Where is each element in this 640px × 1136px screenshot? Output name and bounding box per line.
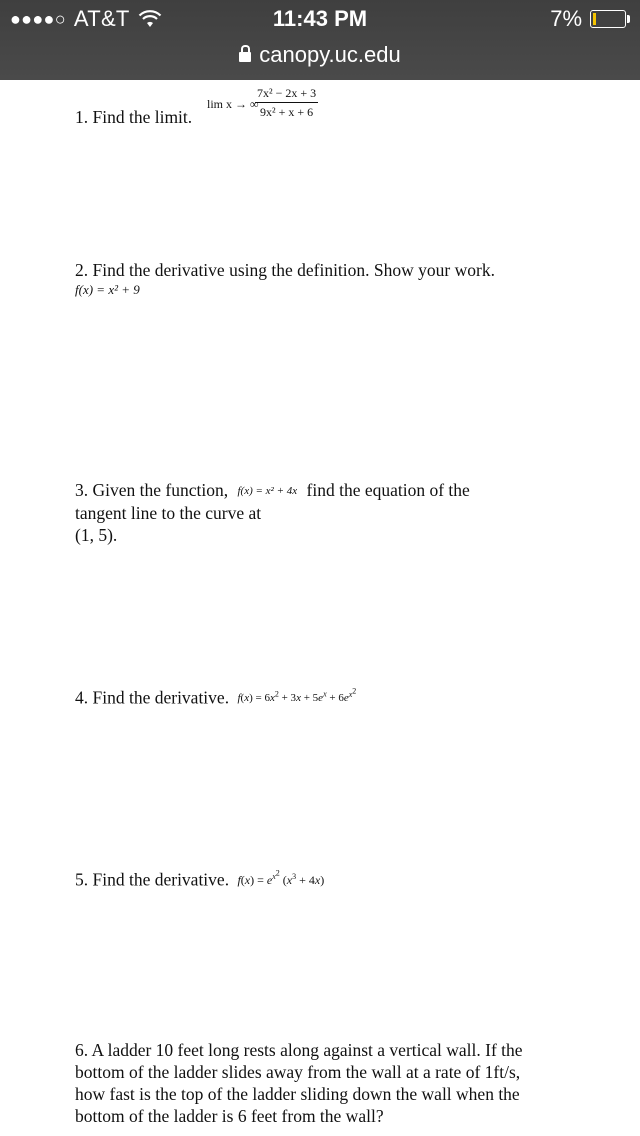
question-4-math: $f(x) = 6x^2 + 3x + 5e^x + 6e^{x^2}$ — [237, 686, 357, 705]
question-3-line3: (1, 5). — [75, 525, 118, 545]
question-6-line: bottom of the ladder is 6 feet from the wall? — [75, 1106, 384, 1126]
question-2-math: f(x) = x² + 9 — [75, 282, 140, 297]
question-6-line: how fast is the top of the ladder sliding down the wall when the — [75, 1084, 520, 1104]
question-1-text: 1. Find the limit. — [75, 107, 193, 127]
lock-icon — [239, 52, 251, 62]
question-1-limit: lim x → ∞ — [207, 97, 259, 111]
question-5-text: 5. Find the derivative. — [75, 869, 230, 890]
question-6-line: bottom of the ladder slides away from the wall at a rate of 1ft/s, — [75, 1062, 521, 1082]
clock: 11:43 PM — [272, 6, 368, 31]
battery-fill — [593, 13, 596, 25]
numerator: 7x² − 2x + 3 — [255, 84, 318, 103]
question-3-text: 3. Given the function, — [75, 480, 229, 500]
question-3-text-cont: find the equation of the — [306, 480, 470, 500]
signal-icon: ●●●●○ — [10, 8, 66, 29]
question-1-fraction — [255, 84, 318, 121]
battery-icon — [590, 10, 626, 28]
question-2-text: 2. Find the derivative using the definition. Show your work. — [75, 260, 495, 280]
question-3-math: f(x) = x² + 4x — [237, 485, 298, 497]
battery-info — [550, 6, 626, 32]
status-bar — [0, 0, 640, 80]
question-5-math: $f(x) = e^{x^2}$ $(x^3 + 4x)$ — [237, 868, 325, 887]
question-4 — [75, 680, 356, 709]
carrier-label: AT&T — [73, 6, 130, 31]
question-3-line2: tangent line to the curve at — [75, 503, 262, 523]
address-bar[interactable] — [0, 42, 640, 68]
question-4-text: 4. Find the derivative. — [75, 687, 230, 708]
question-2 — [75, 259, 495, 299]
denominator: 9x² + x + 6 — [260, 105, 314, 119]
url-text[interactable]: canopy.uc.edu — [259, 42, 401, 67]
question-6-line: 6. A ladder 10 feet long rests along against a vertical wall. If the — [75, 1040, 523, 1060]
question-3 — [75, 479, 470, 546]
battery-percent: 7% — [550, 6, 582, 31]
question-5 — [75, 862, 324, 891]
question-6 — [75, 1039, 523, 1127]
